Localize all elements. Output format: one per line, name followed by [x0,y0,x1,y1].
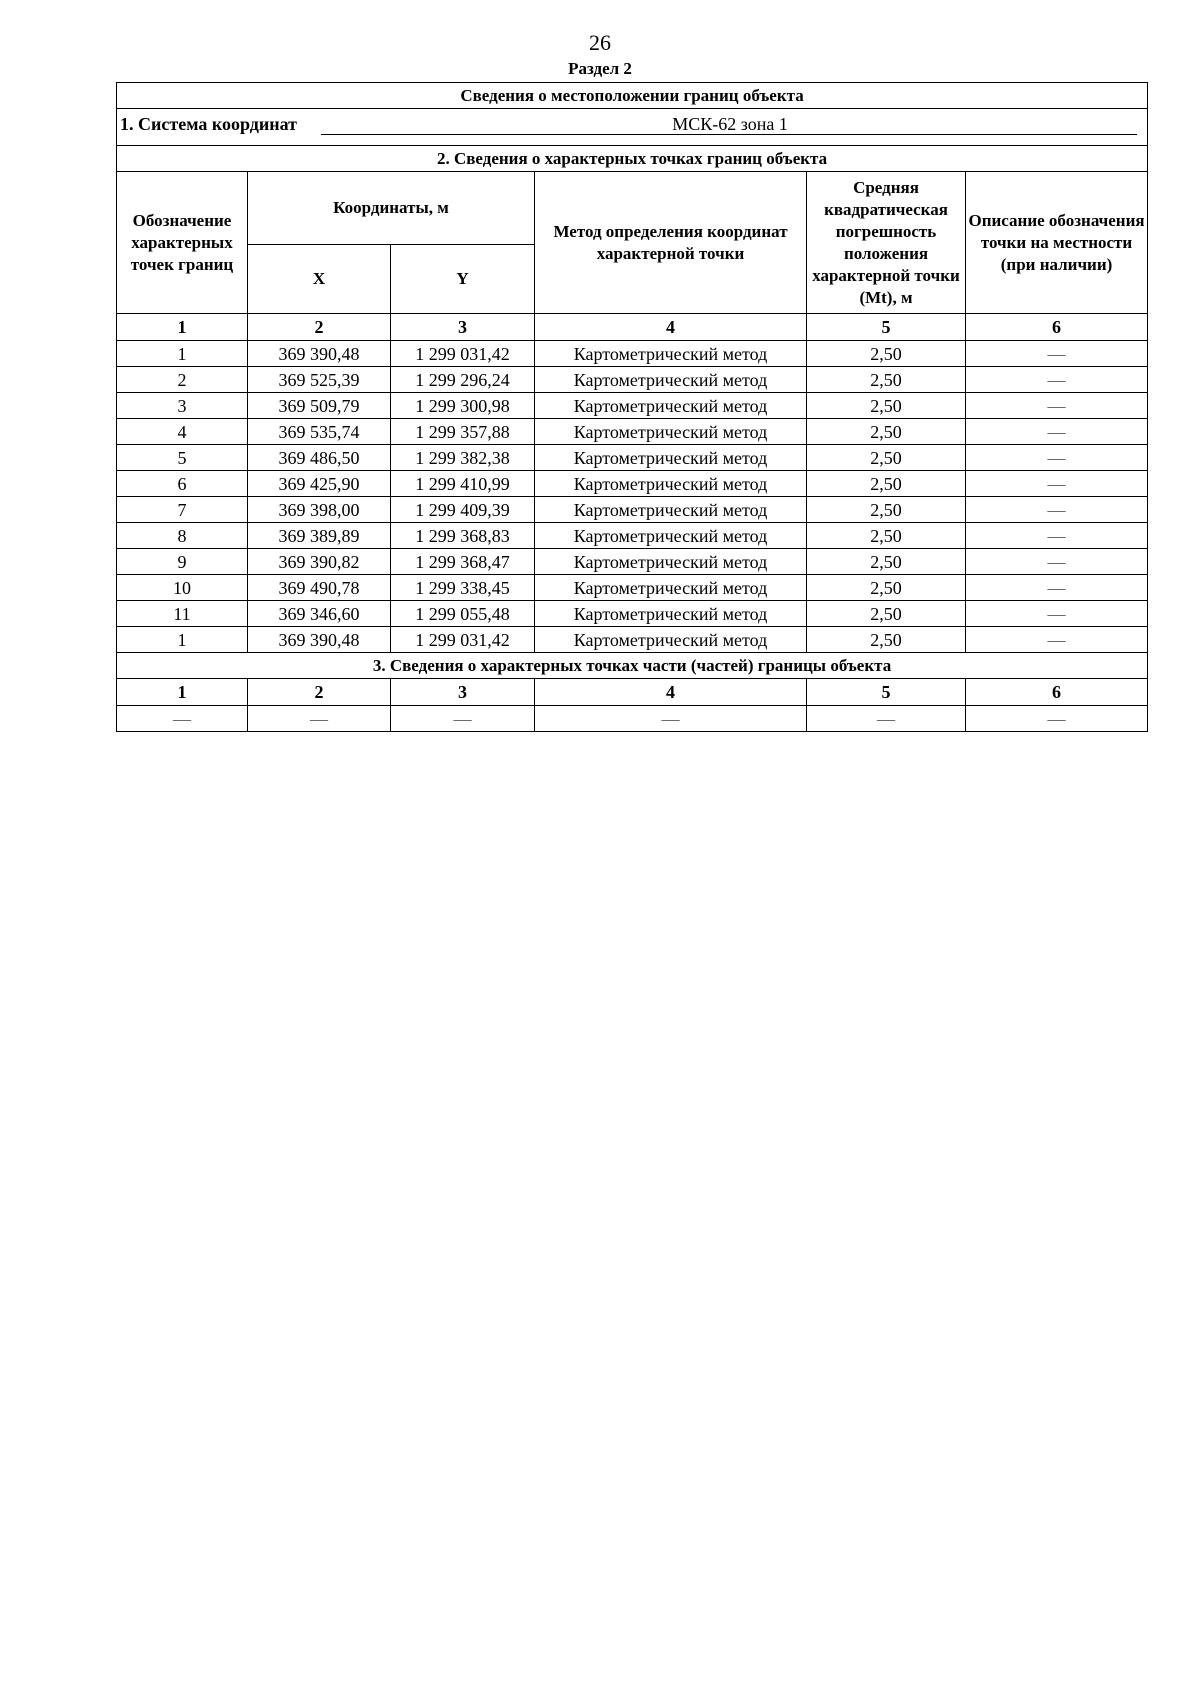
y-cell: 1 299 296,24 [391,367,535,393]
y-cell: 1 299 338,45 [391,575,535,601]
x-cell: 369 390,48 [248,627,391,653]
empty-cell: — [966,706,1148,732]
y-cell: 1 299 368,83 [391,523,535,549]
y-cell: 1 299 300,98 [391,393,535,419]
column-number: 4 [535,679,807,706]
x-cell: 369 425,90 [248,471,391,497]
mt-cell: 2,50 [807,627,966,653]
x-cell: 369 509,79 [248,393,391,419]
empty-cell: — [807,706,966,732]
mt-cell: 2,50 [807,419,966,445]
boundary-table [116,82,1148,732]
point-cell: 11 [117,601,248,627]
x-cell: 369 490,78 [248,575,391,601]
point-cell: 4 [117,419,248,445]
method-cell: Картометрический метод [535,601,807,627]
x-cell: 369 535,74 [248,419,391,445]
description-cell: — [966,341,1148,367]
description-cell: — [966,497,1148,523]
column-numbers-row [117,314,1148,341]
column-number: 2 [248,679,391,706]
header-point-designation: Обозначение характерных точек границ [117,172,248,314]
description-cell: — [966,393,1148,419]
point-cell: 1 [117,341,248,367]
column-number: 3 [391,679,535,706]
subsection3-title: 3. Сведения о характерных точках части (частей) границы объекта [117,653,1148,679]
table-row [117,549,1148,575]
subsection3-column-numbers-row [117,679,1148,706]
table-row [117,601,1148,627]
y-cell: 1 299 031,42 [391,341,535,367]
coordinate-system-row [117,109,1148,146]
point-cell: 7 [117,497,248,523]
column-number: 4 [535,314,807,341]
y-cell: 1 299 357,88 [391,419,535,445]
column-number: 5 [807,679,966,706]
subsection3-row [117,706,1148,732]
method-cell: Картометрический метод [535,575,807,601]
mt-cell: 2,50 [807,445,966,471]
x-cell: 369 486,50 [248,445,391,471]
column-number: 2 [248,314,391,341]
table-row [117,471,1148,497]
method-cell: Картометрический метод [535,549,807,575]
table-row [117,393,1148,419]
mt-cell: 2,50 [807,341,966,367]
table-row [117,497,1148,523]
description-cell: — [966,575,1148,601]
method-cell: Картометрический метод [535,393,807,419]
mt-cell: 2,50 [807,393,966,419]
y-cell: 1 299 382,38 [391,445,535,471]
method-cell: Картометрический метод [535,497,807,523]
point-cell: 8 [117,523,248,549]
y-cell: 1 299 410,99 [391,471,535,497]
mt-cell: 2,50 [807,601,966,627]
empty-cell: — [391,706,535,732]
description-cell: — [966,523,1148,549]
header-error: Средняя квадратическая погрешность положения характерной точки (Mt), м [807,172,966,314]
header-y: Y [391,245,535,314]
x-cell: 369 346,60 [248,601,391,627]
mt-cell: 2,50 [807,471,966,497]
point-cell: 6 [117,471,248,497]
description-cell: — [966,627,1148,653]
empty-cell: — [248,706,391,732]
column-number: 5 [807,314,966,341]
empty-cell: — [535,706,807,732]
point-cell: 10 [117,575,248,601]
mt-cell: 2,50 [807,523,966,549]
method-cell: Картометрический метод [535,367,807,393]
y-cell: 1 299 409,39 [391,497,535,523]
description-cell: — [966,601,1148,627]
point-cell: 5 [117,445,248,471]
x-cell: 369 525,39 [248,367,391,393]
method-cell: Картометрический метод [535,523,807,549]
y-cell: 1 299 368,47 [391,549,535,575]
column-number: 6 [966,314,1148,341]
mt-cell: 2,50 [807,549,966,575]
description-cell: — [966,549,1148,575]
x-cell: 369 390,48 [248,341,391,367]
header-description: Описание обозначения точки на местности (при наличии) [966,172,1148,314]
table-title: Сведения о местоположении границ объекта [117,83,1148,109]
empty-cell: — [117,706,248,732]
point-cell: 9 [117,549,248,575]
coordinate-system-label: 1. Система координат [120,114,297,134]
table-row [117,367,1148,393]
method-cell: Картометрический метод [535,341,807,367]
description-cell: — [966,367,1148,393]
x-cell: 369 390,82 [248,549,391,575]
x-cell: 369 389,89 [248,523,391,549]
header-coordinates: Координаты, м [248,172,535,245]
table-row [117,523,1148,549]
table-row [117,341,1148,367]
page-number: 26 [589,30,611,55]
point-cell: 1 [117,627,248,653]
column-number: 1 [117,679,248,706]
section-title: Раздел 2 [568,59,632,78]
table-row [117,445,1148,471]
column-number: 1 [117,314,248,341]
table-row [117,627,1148,653]
subsection2-title: 2. Сведения о характерных точках границ объекта [117,146,1148,172]
mt-cell: 2,50 [807,575,966,601]
description-cell: — [966,445,1148,471]
x-cell: 369 398,00 [248,497,391,523]
point-cell: 3 [117,393,248,419]
header-method: Метод определения координат характерной точки [535,172,807,314]
mt-cell: 2,50 [807,497,966,523]
mt-cell: 2,50 [807,367,966,393]
y-cell: 1 299 055,48 [391,601,535,627]
column-number: 6 [966,679,1148,706]
column-number: 3 [391,314,535,341]
description-cell: — [966,419,1148,445]
header-x: X [248,245,391,314]
method-cell: Картометрический метод [535,445,807,471]
table-row [117,419,1148,445]
point-cell: 2 [117,367,248,393]
description-cell: — [966,471,1148,497]
method-cell: Картометрический метод [535,471,807,497]
coordinate-system-value: МСК-62 зона 1 [321,114,1137,135]
table-row [117,575,1148,601]
y-cell: 1 299 031,42 [391,627,535,653]
method-cell: Картометрический метод [535,419,807,445]
method-cell: Картометрический метод [535,627,807,653]
